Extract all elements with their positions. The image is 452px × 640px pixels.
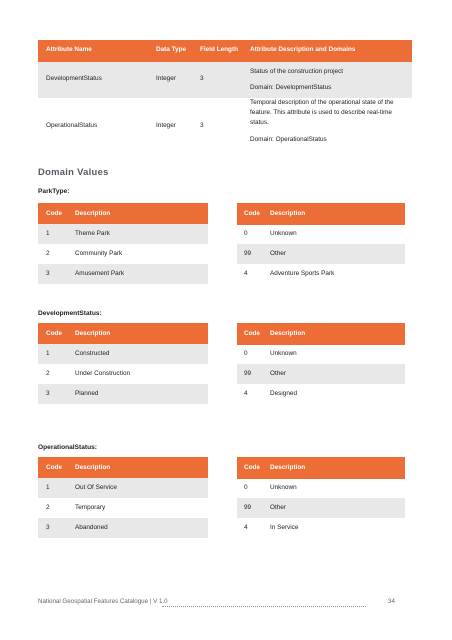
header-description: Description (75, 210, 111, 217)
description-cell: Amusement Park (75, 270, 125, 277)
attribute-name: DevelopmentStatus (46, 75, 102, 82)
attribute-type: Integer (156, 122, 176, 129)
description-cell: Unknown (270, 350, 297, 357)
code-cell: 99 (244, 504, 252, 511)
code-cell: 4 (244, 524, 248, 531)
attribute-length: 3 (200, 75, 204, 82)
code-cell: 0 (244, 484, 248, 491)
description-cell: Theme Park (75, 230, 110, 237)
description-cell: In Service (270, 524, 299, 531)
table-row (38, 244, 208, 264)
domain-table-header (38, 457, 208, 479)
header-description: Description (75, 330, 111, 337)
code-cell: 4 (244, 270, 248, 277)
attribute-description: Status of the construction project (250, 68, 344, 75)
description-cell: Planned (75, 390, 99, 397)
table-row (38, 384, 208, 404)
code-cell: 1 (46, 350, 50, 357)
attribute-length: 3 (200, 122, 204, 129)
domain-table-header (237, 457, 405, 479)
header-description: Description (270, 464, 306, 471)
domain-table-header (38, 203, 208, 225)
description-cell: Other (270, 370, 286, 377)
header-code: Code (244, 210, 260, 217)
code-cell: 3 (46, 524, 50, 531)
table-row (38, 518, 208, 538)
domain-label: ParkType: (38, 188, 70, 195)
header-attribute-name: Attribute Name (46, 46, 92, 53)
attribute-description: Temporal description of the operational state of the feature. This attribute is used to describe real-time status. (250, 99, 394, 126)
header-description: Description (75, 464, 111, 471)
table-row (38, 498, 208, 518)
code-cell: 1 (46, 230, 50, 237)
attribute-domain: Domain: DevelopmentStatus (250, 84, 332, 91)
table-row (237, 518, 405, 538)
attribute-type: Integer (156, 75, 176, 82)
description-cell: Other (270, 250, 286, 257)
attribute-domain: Domain: OperationalStatus (250, 136, 327, 143)
table-row (38, 224, 208, 244)
description-cell: Under Construction (75, 370, 131, 377)
description-cell: Other (270, 504, 286, 511)
code-cell: 99 (244, 250, 252, 257)
table-row (237, 478, 405, 498)
table-row (38, 364, 208, 384)
header-data-type: Data Type (156, 46, 187, 53)
section-title: Domain Values (38, 166, 109, 177)
table-row (237, 244, 405, 264)
header-field-length: Field Length (200, 46, 238, 53)
description-cell: Out Of Service (75, 484, 117, 491)
header-attribute-description: Attribute Description and Domains (250, 46, 356, 53)
header-description: Description (270, 330, 306, 337)
description-cell: Constructed (75, 350, 110, 357)
page-number: 34 (388, 598, 395, 605)
description-cell: Temporary (75, 504, 106, 511)
table-row (237, 498, 405, 518)
code-cell: 4 (244, 390, 248, 397)
header-code: Code (244, 464, 260, 471)
code-cell: 3 (46, 390, 50, 397)
table-row (237, 384, 405, 404)
code-cell: 0 (244, 350, 248, 357)
table-row (38, 478, 208, 498)
table-row (38, 344, 208, 364)
description-cell: Designed (270, 390, 298, 397)
code-cell: 0 (244, 230, 248, 237)
table-row (38, 264, 208, 284)
domain-table-header (237, 323, 405, 345)
attribute-table-header (38, 40, 412, 62)
code-cell: 3 (46, 270, 50, 277)
header-code: Code (46, 464, 62, 471)
description-cell: Abandoned (75, 524, 108, 531)
code-cell: 99 (244, 370, 252, 377)
domain-table-header (38, 323, 208, 345)
footer-dot-leader (162, 598, 366, 607)
domain-label: DevelopmentStatus: (38, 310, 102, 317)
description-cell: Unknown (270, 484, 297, 491)
description-cell: Community Park (75, 250, 123, 257)
header-code: Code (244, 330, 260, 337)
code-cell: 2 (46, 504, 50, 511)
domain-table-header (237, 203, 405, 225)
table-row (237, 264, 405, 284)
footer-text: National Geospatial Features Catalogue | V 1.0 (38, 598, 168, 605)
code-cell: 1 (46, 484, 50, 491)
attribute-name: OperationalStatus (46, 122, 98, 129)
description-cell: Adventure Sports Park (270, 270, 335, 277)
table-row (237, 344, 405, 364)
header-code: Code (46, 210, 62, 217)
domain-label: OperationalStatus: (38, 444, 97, 451)
header-code: Code (46, 330, 62, 337)
table-row (237, 224, 405, 244)
code-cell: 2 (46, 250, 50, 257)
header-description: Description (270, 210, 306, 217)
description-cell: Unknown (270, 230, 297, 237)
code-cell: 2 (46, 370, 50, 377)
table-row (237, 364, 405, 384)
